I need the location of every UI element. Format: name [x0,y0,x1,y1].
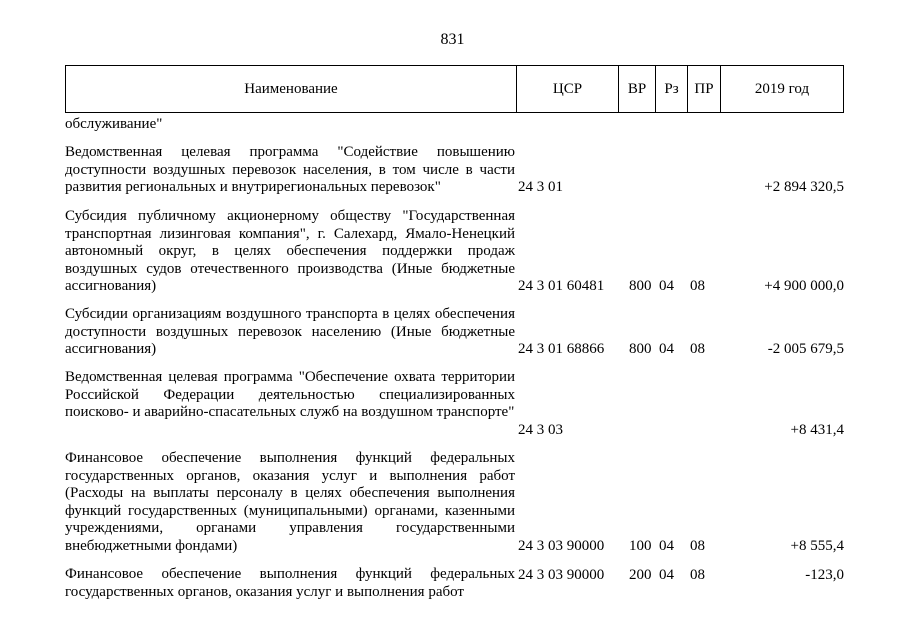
continuation-text: обслуживание" [65,116,163,132]
table-row [65,566,844,601]
row-vr: 800 [629,340,652,357]
row-csr: 24 3 01 60481 [518,277,605,294]
header-name: Наименование [244,80,338,97]
row-amount: +4 900 000,0 [764,277,844,294]
table-header [65,65,844,113]
row-vr: 800 [629,277,652,294]
table-row [65,144,844,196]
row-csr: 24 3 03 [518,421,563,438]
header-csr: ЦСР [516,66,618,112]
row-rz: 04 [659,566,674,583]
row-amount: -123,0 [805,566,844,583]
row-csr: 24 3 01 68866 [518,340,605,357]
row-name: Субсидия публичному акционерному обществу "Государственная транспортная лизинговая компания", г. Салехард, Ямало-Ненецкий автономный округ, в целях обеспечения поддержки продаж воздушных судов отечественного производства (Иные бюджетные ассигнования) [65,208,515,294]
row-csr: 24 3 03 90000 [518,537,605,554]
page-number: 831 [440,31,465,48]
header-rz: Рз [655,66,687,112]
row-name: Субсидии организациям воздушного транспорта в целях обеспечения доступности воздушных перевозок населению (Иные бюджетные ассигнования) [65,306,515,357]
row-vr: 200 [629,566,652,583]
row-rz: 04 [659,277,674,294]
row-name: Финансовое обеспечение выполнения функций федеральных государственных органов, оказания услуг и выполнения работ [65,566,515,600]
row-csr: 24 3 01 [518,178,563,195]
row-pr: 08 [690,566,705,583]
row-pr: 08 [690,340,705,357]
table-row [65,306,844,358]
row-pr: 08 [690,277,705,294]
header-year: 2019 год [720,66,843,112]
row-rz: 04 [659,537,674,554]
row-name: Финансовое обеспечение выполнения функций федеральных государственных органов, оказания услуг и выполнения работ (Расходы на выплаты персоналу в целях обеспечения выполнения функций государственных (муниципальными) органами, казенными учреждениями, органами управления государственными внебюджетными фондами) [65,450,515,554]
row-name: Ведомственная целевая программа "Содействие повышению доступности воздушных перевозок населения, в том числе в части развития региональных и внутрирегиональных перевозок" [65,144,515,195]
row-vr: 100 [629,537,652,554]
header-vr: ВР [618,66,655,112]
table-row [65,450,844,555]
row-name: Ведомственная целевая программа "Обеспечение охвата территории Российской Федерации деятельностью специализированных поисково- и аварийно-спасательных служб на воздушном транспорте" [65,369,515,420]
row-csr: 24 3 03 90000 [518,566,605,583]
header-pr: ПР [687,66,720,112]
table-row [65,369,844,439]
row-pr: 08 [690,537,705,554]
row-amount: +2 894 320,5 [764,178,844,195]
row-amount: +8 555,4 [790,537,844,554]
row-amount: +8 431,4 [790,421,844,438]
row-rz: 04 [659,340,674,357]
table-row [65,208,844,295]
row-amount: -2 005 679,5 [767,340,844,357]
continuation-row [65,116,844,134]
